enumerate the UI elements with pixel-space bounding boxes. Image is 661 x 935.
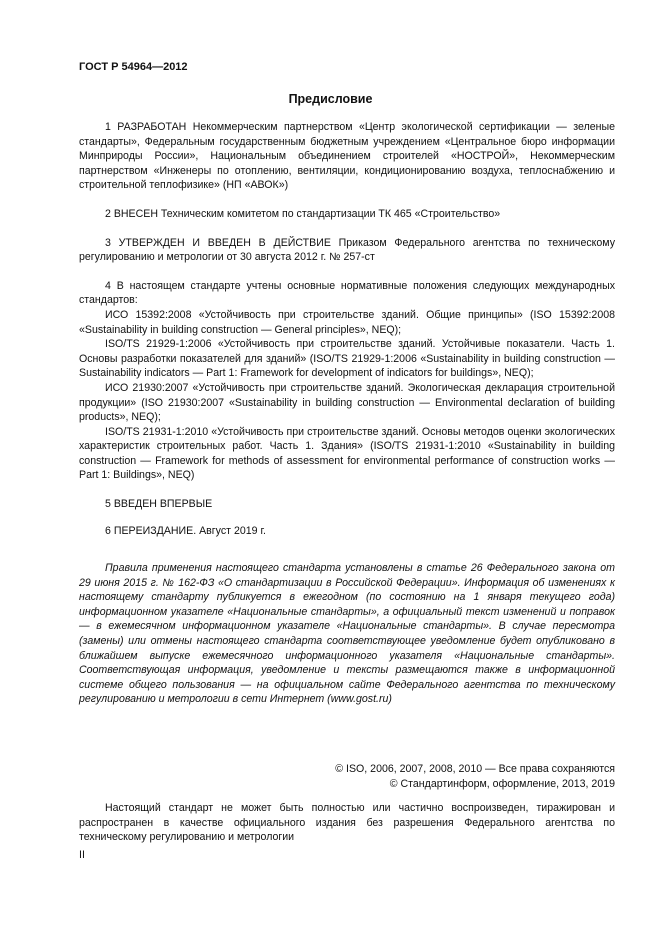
item-first-introduced: 5 ВВЕДЕН ВПЕРВЫЕ — [105, 498, 213, 511]
notice-text: Правила применения настоящего стандарта установлены в статье 26 Федерального закона от 29 июня 2015 г. № 162-ФЗ «О стандартизации в Российской Федерации». Информация об изменениях к настоящему стандарту публикуется в ежегодном (по состоянию на 1 января текущего года) информационном указателе «Национальные стандарты», а официальный текст изменений и поправок — в ежемесячном информационном указателе «Национальные стандарты». В случае пересмотра (замены) или отмены настоящего стандарта соответствующее уведомление будет опубликовано в ближайшем выпуске ежемесячного информационного указателя «Национальные стандарты». Соответствующая информация, уведомление и тексты размещаются также в информационной системе общего пользования — на официальном сайте Федерального агентства по техническому регулированию и метрологии в сети Интернет (www.gost.ru) — [79, 562, 615, 706]
item-developed: 1 РАЗРАБОТАН Некоммерческим партнерством «Центр экологической сертификации — зеленые стандарты», Федеральным государственным бюджетным учреждением «Центральное бюро информации Минприроды России», Национальным объединением строителей «НОСТРОЙ», Некоммерческим партнерством «Инженеры по отоплению, вентиляции, кондиционированию воздуха, теплоснабжению и строительной теплофизике» (НП «АВОК») — [79, 121, 615, 192]
item-approved: 3 УТВЕРЖДЕН И ВВЕДЕН В ДЕЙСТВИЕ Приказом Федерального агентства по техническому регулированию и метрологии от 30 августа 2012 г. № 257-ст — [79, 236, 615, 264]
item-introduced: 2 ВНЕСЕН Техническим комитетом по стандартизации ТК 465 «Строительство» — [105, 207, 501, 220]
item-standard-iso-15392: ИСО 15392:2008 «Устойчивость при строительстве зданий. Общие принципы» (ISO 15392:2008 «Sustainability in building construction — General principles», NEQ); — [79, 308, 615, 336]
page-title: Предисловие — [288, 92, 373, 106]
item-standard-iso-21930: ИСО 21930:2007 «Устойчивость при строительстве зданий. Экологическая декларация строительной продукции» (ISO 21930:2007 «Sustainability in building construction — Environmental declaration of building products», NEQ); — [79, 381, 615, 424]
item-standard-iso-21929: ISO/TS 21929-1:2006 «Устойчивость при строительстве зданий. Устойчивые показатели. Часть 1. Основы разработки показателей для зданий» (ISO/TS 21929-1:2006 «Sustainability in building construction — Sustainability indicators — Part 1: Framework for development of indicators for buildings», NEQ); — [79, 338, 615, 380]
application-rules-notice — [79, 561, 615, 707]
item-standards-intro: 4 В настоящем стандарте учтены основные нормативные положения следующих международных стандартов: — [79, 279, 615, 307]
copyright-block — [335, 762, 615, 791]
preface-body — [79, 120, 615, 538]
copyright-standartinform: © Стандартинформ, оформление, 2013, 2019 — [389, 777, 615, 790]
copyright-iso: © ISO, 2006, 2007, 2008, 2010 — Все права сохраняются — [335, 763, 615, 775]
item-standard-iso-21931: ISO/TS 21931-1:2010 «Устойчивость при строительстве зданий. Основы методов оценки экологических характеристик строительных работ. Часть 1. Здания» (ISO/TS 21931-1:2010 «Sustainability in building construction — Framework for methods of assessment for environmental performance of construction works — Part 1: Buildings», NEQ) — [79, 425, 615, 482]
reproduction-text: Настоящий стандарт не может быть полностью или частично воспроизведен, тиражирован и распространен в качестве официального издания без разрешения Федерального агентства по техническому регулированию и метрологии — [79, 802, 615, 844]
standard-code: ГОСТ Р 54964—2012 — [79, 61, 188, 73]
reproduction-notice — [79, 801, 615, 845]
page-number: II — [79, 849, 85, 861]
item-reissue: 6 ПЕРЕИЗДАНИЕ. Август 2019 г. — [105, 524, 266, 537]
